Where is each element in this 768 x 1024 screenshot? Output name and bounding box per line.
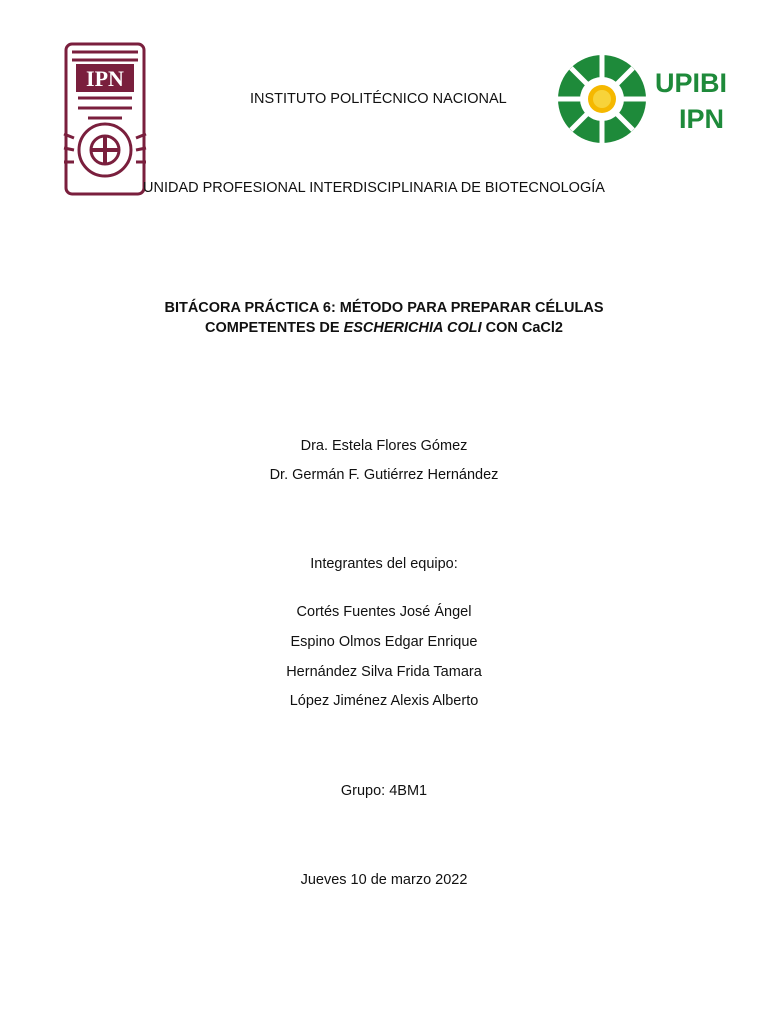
ipn-logo-text-right: IPN	[679, 104, 725, 134]
team-label: Integrantes del equipo:	[310, 556, 458, 572]
upibi-logo-text: UPIBI	[655, 68, 728, 98]
team-member: López Jiménez Alexis Alberto	[289, 693, 479, 709]
teacher-1: Dra. Estela Flores Gómez	[300, 438, 468, 454]
team-member: Hernández Silva Frida Tamara	[286, 664, 482, 680]
team-member: Espino Olmos Edgar Enrique	[290, 634, 478, 650]
title-organism: ESCHERICHIA COLI	[343, 320, 482, 336]
teacher-2: Dr. Germán F. Gutiérrez Hernández	[269, 467, 499, 483]
unit-name: UNIDAD PROFESIONAL INTERDISCIPLINARIA DE BIOTECNOLOGÍA	[143, 180, 605, 196]
group-label: Grupo: 4BM1	[340, 783, 428, 799]
document-title	[0, 298, 768, 338]
title-prefix: COMPETENTES DE	[205, 320, 344, 336]
upibi-logo	[555, 50, 735, 148]
date-label: Jueves 10 de marzo 2022	[300, 872, 468, 888]
institute-name: INSTITUTO POLITÉCNICO NACIONAL	[250, 91, 507, 107]
title-line-1: BITÁCORA PRÁCTICA 6: MÉTODO PARA PREPARAR CÉLULAS	[164, 300, 604, 316]
title-line-2	[0, 318, 768, 338]
ipn-logo-text: IPN	[86, 66, 124, 91]
team-member: Cortés Fuentes José Ángel	[296, 604, 472, 620]
title-suffix: CON CaCl2	[481, 320, 563, 336]
ipn-logo	[58, 38, 152, 200]
